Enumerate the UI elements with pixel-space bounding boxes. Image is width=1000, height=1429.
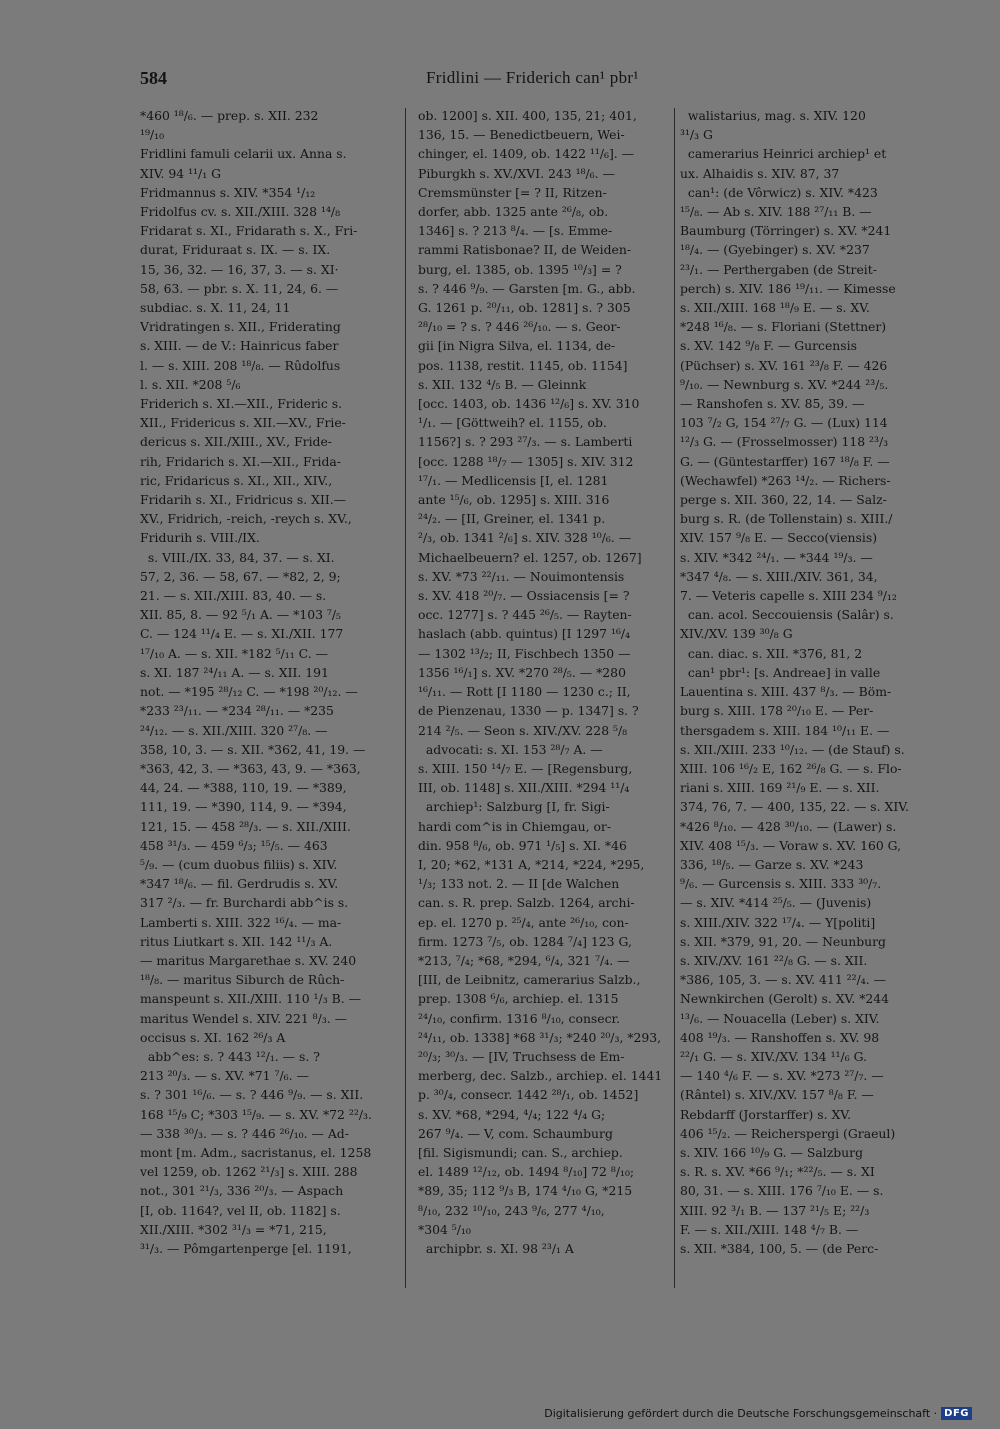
text-line: Fridlini famuli celarii ux. Anna s. xyxy=(140,146,347,162)
text-line: [occ. 1288 ¹⁸/₇ — 1305] s. XIV. 312 xyxy=(418,453,634,469)
text-line: 21. — s. XII./XIII. 83, 40. — s. xyxy=(140,588,327,604)
text-line: ¹⁶/₁₁. — Rott [I 1180 — 1230 c.; II, xyxy=(418,684,631,700)
text-line: XII. 85, 8. — 92 ⁵/₁ A. — *103 ⁷/₅ xyxy=(140,607,342,623)
text-line: occisus s. XI. 162 ²⁶/₃ A xyxy=(140,1029,286,1045)
text-line: s. XV. 418 ²⁰/₇. — Ossiacensis [= ? xyxy=(418,588,630,604)
text-line: Fridarat s. XI., Fridarath s. X., Fri- xyxy=(140,223,358,239)
text-line: ⁹/₁₀. — Newnburg s. XV. *244 ²³/₅. xyxy=(680,376,889,392)
text-line: 336, ¹⁸/₅. — Garze s. XV. *243 xyxy=(680,856,864,872)
text-line: can. acol. Seccouiensis (Salâr) s. xyxy=(680,607,894,623)
text-line: burg s. XIII. 178 ²⁰/₁₀ E. — Per- xyxy=(680,703,874,719)
text-line: s. XII./XIII. 168 ¹⁸/₉ E. — s. XV. xyxy=(680,300,870,316)
text-line: occ. 1277] s. ? 445 ²⁶/₅. — Rayten- xyxy=(418,607,632,623)
text-line: ²⁴/₁₂. — s. XII./XIII. 320 ²⁷/₈. — xyxy=(140,722,328,738)
running-title: Fridlini — Friderich can¹ pbr¹ xyxy=(426,68,639,87)
text-line: 1156?] s. ? 293 ²⁷/₃. — s. Lamberti xyxy=(418,434,633,450)
text-line: 103 ⁷/₂ G, 154 ²⁷/₇ G. — (Lux) 114 xyxy=(680,415,888,431)
text-line: Lauentina s. XIII. 437 ⁸/₃. — Böm- xyxy=(680,684,892,700)
text-line: s. XI. 187 ²⁴/₁₁ A. — s. XII. 191 xyxy=(140,664,329,680)
text-line: ritus Liutkart s. XII. 142 ¹¹/₃ A. xyxy=(140,933,333,949)
text-line: [fil. Sigismundi; can. S., archiep. xyxy=(418,1144,623,1160)
text-line: *363, 42, 3. — *363, 43, 9. — *363, xyxy=(140,760,361,776)
text-line: l. s. XII. *208 ⁵/₆ xyxy=(140,376,241,392)
text-line: 1356 ¹⁶/₁] s. XV. *270 ²⁸/₅. — *280 xyxy=(418,664,626,680)
text-line: ⁵/₉. — (cum duobus filiis) s. XIV. xyxy=(140,856,338,872)
text-line: s. XV. *73 ²²/₁₁. — Nouimontensis xyxy=(418,568,625,584)
text-line: riani s. XIII. 169 ²¹/₉ E. — s. XII. xyxy=(680,780,880,796)
text-line: Michaelbeuern? el. 1257, ob. 1267] xyxy=(418,549,642,565)
text-line: perch) s. XIV. 186 ¹⁹/₁₁. — Kimesse xyxy=(680,280,896,296)
text-line: *386, 105, 3. — s. XV. 411 ²²/₄. — xyxy=(680,972,886,988)
text-line: ¹⁸/₈. — maritus Siburch de Rûch- xyxy=(140,972,345,988)
text-line: *233 ²³/₁₁. — *234 ²⁸/₁₁. — *235 xyxy=(140,703,334,719)
text-line: Fridarih s. XI., Fridricus s. XII.— xyxy=(140,492,347,508)
text-line: — s. XIV. *414 ²⁵/₅. — (Juvenis) xyxy=(680,895,872,911)
text-line: merberg, dec. Salzb., archiep. el. 1441 xyxy=(418,1068,663,1084)
text-line: s. XII. *379, 91, 20. — Neunburg xyxy=(680,933,886,949)
text-line: 358, 10, 3. — s. XII. *362, 41, 19. — xyxy=(140,741,366,757)
text-line: F. — s. XII./XIII. 148 ⁴/₇ B. — xyxy=(680,1221,859,1237)
text-line: — Ranshofen s. XV. 85, 39. — xyxy=(680,396,865,412)
text-line: ¹⁹/₁₀ xyxy=(140,127,165,143)
text-line: thersgadem s. XIII. 184 ¹⁰/₁₁ E. — xyxy=(680,722,890,738)
text-line: Vridratingen s. XII., Friderating xyxy=(140,319,341,335)
text-line: 168 ¹⁵/₉ C; *303 ¹⁵/₉. — s. XV. *72 ²²/₃. xyxy=(140,1106,372,1122)
text-line: s. R. s. XV. *66 ⁹/₁; *²²/₅. — s. XI xyxy=(680,1164,875,1180)
text-line: 214 ²/₅. — Seon s. XIV./XV. 228 ⁵/₈ xyxy=(418,722,628,738)
text-line: 408 ¹⁹/₃. — Ranshoffen s. XV. 98 xyxy=(680,1029,880,1045)
text-line: pos. 1138, restit. 1145, ob. 1154] xyxy=(418,357,628,373)
text-line: ²⁰/₃; ³⁰/₃. — [IV, Truchsess de Em- xyxy=(418,1048,625,1064)
text-line: 44, 24. — *388, 110, 19. — *389, xyxy=(140,780,347,796)
text-line: p. ³⁰/₄, consecr. 1442 ²⁸/₁, ob. 1452] xyxy=(418,1087,639,1103)
text-line: s. XIII. 150 ¹⁴/₇ E. — [Regensburg, xyxy=(418,760,633,776)
text-line: 267 ⁹/₄. — V, com. Schaumburg xyxy=(418,1125,613,1141)
credit-text: Digitalisierung gefördert durch die Deutsche Forschungsgemeinschaft · xyxy=(544,1407,938,1420)
text-line: vel 1259, ob. 1262 ²¹/₃] s. XIII. 288 xyxy=(140,1164,358,1180)
text-line: archipbr. s. XI. 98 ²³/₁ A xyxy=(418,1240,574,1256)
text-line: XII./XIII. *302 ³¹/₃ = *71, 215, xyxy=(140,1221,327,1237)
text-line: s. XIII./XIV. 322 ¹⁷/₄. — Y[politi] xyxy=(680,914,876,930)
text-line: not., 301 ²¹/₃, 336 ²⁰/₃. — Aspach xyxy=(140,1183,344,1199)
text-line: s. XIV./XV. 161 ²²/₈ G. — s. XII. xyxy=(680,952,868,968)
text-line: s. XII. *384, 100, 5. — (de Perc- xyxy=(680,1240,879,1256)
text-line: can¹: (de Vôrwicz) s. XIV. *423 xyxy=(680,184,878,200)
text-line: s. ? 446 ⁹/₉. — Garsten [m. G., abb. xyxy=(418,280,636,296)
page-number: 584 xyxy=(140,68,167,88)
text-line: — 338 ³⁰/₃. — s. ? 446 ²⁶/₁₀. — Ad- xyxy=(140,1125,349,1141)
text-line: haslach (abb. quintus) [I 1297 ¹⁶/₄ xyxy=(418,626,631,642)
text-line: el. 1489 ¹²/₁₂, ob. 1494 ⁸/₁₀] 72 ⁸/₁₀; xyxy=(418,1164,635,1180)
text-line: 15, 36, 32. — 16, 37, 3. — s. XI· xyxy=(140,261,339,277)
text-line: ³¹/₃ G xyxy=(680,127,713,143)
text-line: walistarius, mag. s. XIV. 120 xyxy=(680,108,866,123)
text-line: can¹ pbr¹: [s. Andreae] in valle xyxy=(680,664,881,680)
text-line: s. XIII. — de V.: Hainricus faber xyxy=(140,338,339,354)
text-line: XIII. 92 ³/₁ B. — 137 ²¹/₅ E; ²²/₃ xyxy=(680,1202,870,1218)
text-line: I, 20; *62, *131 A, *214, *224, *295, xyxy=(418,856,645,872)
text-column-1 xyxy=(140,106,398,1276)
text-column-3 xyxy=(680,106,928,1296)
text-line: l. — s. XIII. 208 ¹⁸/₈. — Rûdolfus xyxy=(140,357,341,373)
text-line: durat, Friduraat s. IX. — s. IX. xyxy=(140,242,331,258)
text-line: burg, el. 1385, ob. 1395 ¹⁰/₃] = ? xyxy=(418,261,622,277)
text-line: G. — (Güntestarffer) 167 ¹⁸/₈ F. — xyxy=(680,453,890,469)
text-line: mont [m. Adm., sacristanus, el. 1258 xyxy=(140,1144,372,1160)
text-line: abb^es: s. ? 443 ¹²/₁. — s. ? xyxy=(140,1048,320,1064)
text-line: Rebdarff (Jorstarffer) s. XV. xyxy=(680,1106,852,1122)
text-line: maritus Wendel s. XIV. 221 ⁸/₃. — xyxy=(140,1010,348,1026)
text-line: [III, de Leibnitz, camerarius Salzb., xyxy=(418,972,641,988)
text-line: XIV. 408 ¹⁵/₃. — Voraw s. XV. 160 G, xyxy=(680,837,902,853)
text-line: — 140 ⁴/₆ F. — s. XV. *273 ²⁷/₇. — xyxy=(680,1068,884,1084)
text-line: firm. 1273 ⁷/₅, ob. 1284 ⁷/₄] 123 G, xyxy=(418,933,632,949)
text-line: Fridolfus cv. s. XII./XIII. 328 ¹⁴/₈ xyxy=(140,204,341,220)
text-line: *426 ⁸/₁₀. — 428 ³⁰/₁₀. — (Lawer) s. xyxy=(680,818,897,834)
text-line: *248 ¹⁶/₈. — s. Floriani (Stettner) xyxy=(680,319,887,335)
text-line: ¹³/₆. — Nouacella (Leber) s. XIV. xyxy=(680,1010,880,1026)
text-line: s. XII. 132 ⁴/₅ B. — Gleinnk xyxy=(418,376,587,392)
text-line: can. s. R. prep. Salzb. 1264, archi- xyxy=(418,895,635,911)
column-divider-1 xyxy=(405,108,406,1288)
text-line: ¹⁵/₈. — Ab s. XIV. 188 ²⁷/₁₁ B. — xyxy=(680,204,872,220)
text-line: dorfer, abb. 1325 ante ²⁶/₈, ob. xyxy=(418,204,609,220)
text-line: *304 ⁵/₁₀ xyxy=(418,1221,471,1237)
text-line: 80, 31. — s. XIII. 176 ⁷/₁₀ E. — s. xyxy=(680,1183,884,1199)
text-line: manspeunt s. XII./XIII. 110 ¹/₃ B. — xyxy=(140,991,361,1007)
text-line: ep. el. 1270 p. ²⁵/₄, ante ²⁶/₁₀, con- xyxy=(418,914,629,930)
text-line: rammi Ratisbonae? II, de Weiden- xyxy=(418,242,632,258)
text-line: Fridurih s. VIII./IX. xyxy=(140,530,260,546)
text-line: ²⁴/₁₁, ob. 1338] *68 ³¹/₃; *240 ²⁰/₃, *293, xyxy=(418,1029,662,1045)
text-line: chinger, el. 1409, ob. 1422 ¹¹/₆]. — xyxy=(418,146,635,162)
text-line: Lamberti s. XIII. 322 ¹⁶/₄. — ma- xyxy=(140,914,342,930)
digitization-credit xyxy=(544,1407,972,1420)
text-line: s. XV. *68, *294, ⁴/₄; 122 ⁴/₄ G; xyxy=(418,1106,606,1122)
text-line: XIV./XV. 139 ³⁰/₈ G xyxy=(680,626,793,642)
column-divider-2 xyxy=(674,108,675,1288)
text-line: can. diac. s. XII. *376, 81, 2 xyxy=(680,645,863,661)
text-line: s. XIV. 166 ¹⁰/₉ G. — Salzburg xyxy=(680,1144,864,1160)
text-line: Fridmannus s. XIV. *354 ¹/₁₂ xyxy=(140,184,316,200)
text-column-2 xyxy=(418,106,674,1276)
text-line: ²/₃, ob. 1341 ²/₆] s. XIV. 328 ¹⁰/₆. — xyxy=(418,530,632,546)
text-line: *460 ¹⁸/₆. — prep. s. XII. 232 xyxy=(140,108,319,123)
text-line: 213 ²⁰/₃. — s. XV. *71 ⁷/₆. — xyxy=(140,1068,309,1084)
text-line: perge s. XII. 360, 22, 14. — Salz- xyxy=(680,492,887,508)
text-line: Cremsmünster [= ? II, Ritzen- xyxy=(418,184,607,200)
text-line: 7. — Veteris capelle s. XIII 234 ⁹/₁₂ xyxy=(680,588,897,604)
text-line: rih, Fridarich s. XI.—XII., Frida- xyxy=(140,453,341,469)
dfg-logo: DFG xyxy=(941,1407,972,1420)
text-line: 1346] s. ? 213 ⁸/₄. — [s. Emme- xyxy=(418,223,613,239)
text-line: dericus s. XII./XIII., XV., Fride- xyxy=(140,434,332,450)
text-line: 406 ¹⁵/₂. — Reicherspergi (Graeul) xyxy=(680,1125,896,1141)
text-line: hardi com^is in Chiemgau, or- xyxy=(418,818,612,834)
text-line: ric, Fridaricus s. XI., XII., XIV., xyxy=(140,472,333,488)
text-line: ¹²/₃ G. — (Frosselmosser) 118 ²³/₃ xyxy=(680,434,889,450)
text-line: camerarius Heinrici archiep¹ et xyxy=(680,146,887,162)
text-line: ²³/₁. — Perthergaben (de Streit- xyxy=(680,261,877,277)
text-line: ¹/₁. — [Göttweih? el. 1155, ob. xyxy=(418,415,607,431)
text-line: (Rântel) s. XIV./XV. 157 ⁸/₈ F. — xyxy=(680,1087,874,1103)
text-line: Piburgkh s. XV./XVI. 243 ¹⁸/₆. — xyxy=(418,165,615,181)
text-line: prep. 1308 ⁶/₆, archiep. el. 1315 xyxy=(418,991,619,1007)
text-line: 121, 15. — 458 ²⁸/₃. — s. XII./XIII. xyxy=(140,818,351,834)
text-line: — maritus Margarethae s. XV. 240 xyxy=(140,952,357,968)
text-line: C. — 124 ¹¹/₄ E. — s. XI./XII. 177 xyxy=(140,626,344,642)
text-line: 374, 76, 7. — 400, 135, 22. — s. XIV. xyxy=(680,799,909,815)
text-line: ux. Alhaidis s. XIV. 87, 37 xyxy=(680,165,840,181)
text-line: 136, 15. — Benedictbeuern, Wei- xyxy=(418,127,625,143)
text-line: (Püchser) s. XV. 161 ²³/₈ F. — 426 xyxy=(680,357,888,373)
text-line: not. — *195 ²⁸/₁₂ C. — *198 ²⁰/₁₂. — xyxy=(140,684,358,700)
text-line: ante ¹⁵/₆, ob. 1295] s. XIII. 316 xyxy=(418,492,610,508)
text-line: advocati: s. XI. 153 ²⁸/₇ A. — xyxy=(418,741,603,757)
text-line: s. ? 301 ¹⁶/₆. — s. ? 446 ⁹/₉. — s. XII. xyxy=(140,1087,364,1103)
text-line: — 1302 ¹³/₂; II, Fischbech 1350 — xyxy=(418,645,631,661)
text-line: [occ. 1403, ob. 1436 ¹²/₆] s. XV. 310 xyxy=(418,396,640,412)
text-line: ²⁴/₁₀, confirm. 1316 ⁸/₁₀, consecr. xyxy=(418,1010,621,1026)
text-line: ¹⁷/₁₀ A. — s. XII. *182 ⁵/₁₁ C. — xyxy=(140,645,328,661)
text-line: ¹/₃; 133 not. 2. — II [de Walchen xyxy=(418,876,620,892)
text-line: XIV. 157 ⁹/₈ E. — Secco(viensis) xyxy=(680,530,878,546)
text-line: ¹⁸/₄. — (Gyebinger) s. XV. *237 xyxy=(680,242,870,258)
text-line: XII., Fridericus s. XII.—XV., Frie- xyxy=(140,415,346,431)
text-line: de Pienzenau, 1330 — p. 1347] s. ? xyxy=(418,703,639,719)
text-line: 317 ²/₃. — fr. Burchardi abb^is s. xyxy=(140,895,349,911)
text-line: XIV. 94 ¹¹/₁ G xyxy=(140,165,221,181)
text-line: 57, 2, 36. — 58, 67. — *82, 2, 9; xyxy=(140,568,341,584)
text-line: ²⁴/₂. — [II, Greiner, el. 1341 p. xyxy=(418,511,606,527)
text-line: din. 958 ⁸/₆, ob. 971 ¹/₅] s. XI. *46 xyxy=(418,837,627,853)
text-line: ob. 1200] s. XII. 400, 135, 21; 401, xyxy=(418,108,637,123)
text-line: XIII. 106 ¹⁶/₂ E, 162 ²⁶/₈ G. — s. Flo- xyxy=(680,760,902,776)
text-line: [I, ob. 1164?, vel II, ob. 1182] s. xyxy=(140,1202,341,1218)
text-line: Friderich s. XI.—XII., Frideric s. xyxy=(140,396,343,412)
text-line: ²²/₁ G. — s. XIV./XV. 134 ¹¹/₆ G. xyxy=(680,1048,867,1064)
text-line: ⁹/₆. — Gurcensis s. XIII. 333 ³⁰/₇. xyxy=(680,876,882,892)
text-line: ²⁸/₁₀ = ? s. ? 446 ²⁶/₁₀. — s. Geor- xyxy=(418,319,621,335)
text-line: 458 ³¹/₃. — 459 ⁶/₃; ¹⁵/₅. — 463 xyxy=(140,837,328,853)
text-line: Baumburg (Törringer) s. XV. *241 xyxy=(680,223,892,239)
text-line: *89, 35; 112 ⁹/₃ B, 174 ⁴/₁₀ G, *215 xyxy=(418,1183,633,1199)
text-line: XV., Fridrich, -reich, -reych s. XV., xyxy=(140,511,352,527)
text-line: G. 1261 p. ²⁰/₁₁, ob. 1281] s. ? 305 xyxy=(418,300,631,316)
text-line: s. XIV. *342 ²⁴/₁. — *344 ¹⁹/₃. — xyxy=(680,549,873,565)
text-line: burg s. R. (de Tollenstain) s. XIII./ xyxy=(680,511,893,527)
text-line: 58, 63. — pbr. s. X. 11, 24, 6. — xyxy=(140,280,339,296)
text-line: *347 ⁴/₈. — s. XIII./XIV. 361, 34, xyxy=(680,568,878,584)
text-line: s. VIII./IX. 33, 84, 37. — s. XI. xyxy=(140,549,335,565)
text-line: (Wechawfel) *263 ¹⁴/₂. — Richers- xyxy=(680,472,891,488)
text-line: 111, 19. — *390, 114, 9. — *394, xyxy=(140,799,347,815)
text-line: archiep¹: Salzburg [I, fr. Sigi- xyxy=(418,799,610,815)
text-line: s. XV. 142 ⁹/₈ F. — Gurcensis xyxy=(680,338,857,354)
text-line: Newnkirchen (Gerolt) s. XV. *244 xyxy=(680,991,890,1007)
text-line: subdiac. s. X. 11, 24, 11 xyxy=(140,300,291,316)
text-line: ³¹/₃. — Pômgartenperge [el. 1191, xyxy=(140,1240,352,1256)
text-line: III, ob. 1148] s. XII./XIII. *294 ¹¹/₄ xyxy=(418,780,630,796)
text-line: gii [in Nigra Silva, el. 1134, de- xyxy=(418,338,616,354)
text-line: s. XII./XIII. 233 ¹⁰/₁₂. — (de Stauf) s. xyxy=(680,741,905,757)
text-line: *347 ¹⁸/₆. — fil. Gerdrudis s. XV. xyxy=(140,876,339,892)
text-line: ¹⁷/₁. — Medlicensis [I, el. 1281 xyxy=(418,472,609,488)
text-line: *213, ⁷/₄; *68, *294, ⁶/₄, 321 ⁷/₄. — xyxy=(418,952,630,968)
text-line: ⁸/₁₀, 232 ¹⁰/₁₀, 243 ⁹/₆, 277 ⁴/₁₀, xyxy=(418,1202,605,1218)
